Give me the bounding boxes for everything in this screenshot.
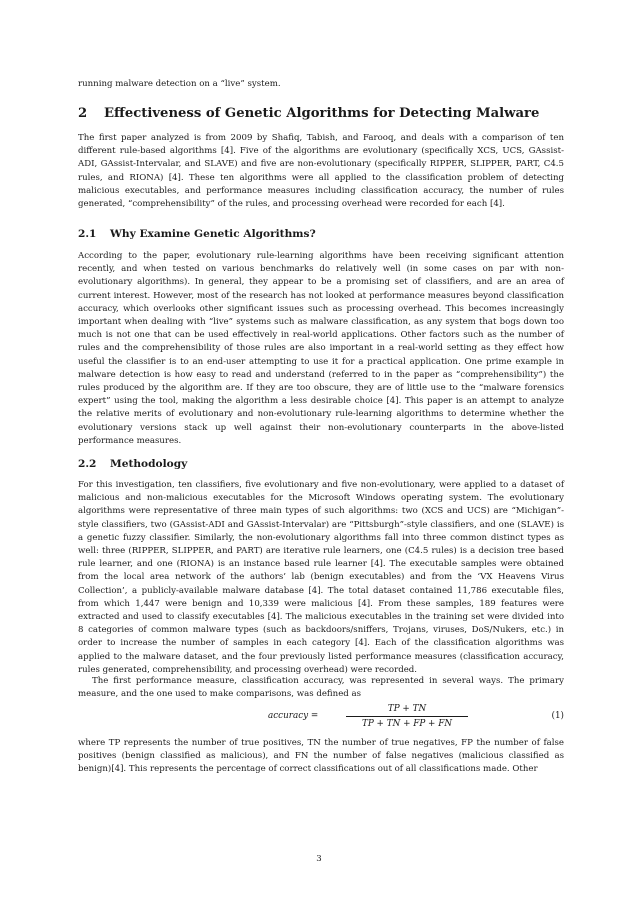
section-2-1-heading [78, 228, 564, 240]
section-number: 2.2 [78, 458, 97, 470]
fraction-bar [346, 716, 468, 717]
section-number: 2 [78, 106, 88, 121]
methodology-paragraph-1: For this investigation, ten classifiers, five evolutionary and five non-evolutionary, were applied to a dataset of malicious and non-malicious executables for the Microsoft Windows operating system. The evolutionary algorithms were representative of three main types of such algorithms: two (XCS and UCS) are “Michigan”-style classifiers, two (GAssist-ADI and GAssist-Intervalar) are “Pittsburgh”-style classifiers, and one (SLAVE) is a genetic fuzzy classifier. Similarly, the non-evolutionary algorithms fall into three common distinct types as well: three (RIPPER, SLIPPER, and PART) are iterative rule learners, one (C4.5 rules) is a decision tree based rule learner, and one (RIONA) is an instance based rule learner [4]. The executable samples were obtained from the local area network of the authors’ lab (benign executables) and from the ‘VX Heavens Virus Collection’, a publicly-available malware database [4]. The total dataset contained 11,786 executable files, from which 1,447 were benign and 10,339 were malicious [4]. From these samples, 189 features were extracted and used to classify executables [4]. The malicious executables in the training set were divided into 8 categories of common malware types (such as backdoors/sniffers, Trojans, viruses, DoS/Nukers, etc.) in order to increase the number of samples in each category [4]. Each of the classification algorithms was applied to the malware dataset, and the four previously listed performance measures (classification accuracy, rules generated, comprehensibility, and processing overhead) were recorded. [78, 480, 564, 675]
section-title: Methodology [110, 458, 188, 470]
section-2-paragraph: The first paper analyzed is from 2009 by Shafiq, Tabish, and Farooq, and deals with a comparison of ten different rule-based algorithms [4]. Five of the algorithms are evolutionary (specifically XCS, UCS, GAssist-ADI, GAssist-Intervalar, and SLAVE) and five are non-evolutionary (specifically RIPPER, SLIPPER, PART, C4.5 rules, and RIONA) [4]. These ten algorithms were all applied to the classification problem of detecting malicious executables, and performance measures including classification accuracy, the number of rules generated, “comprehensibility” of the rules, and processing overhead were recorded for each [4]. [78, 133, 564, 210]
methodology-paragraph-2: The first performance measure, classification accuracy, was represented in several ways. The primary measure, and the one used to make comparisons, was defined as [78, 676, 564, 700]
methodology-paragraph-3: where TP represents the number of true positives, TN the number of true negatives, FP the number of false positives (benign classified as malicious), and FN the number of false negatives (malicious classified as benign)[4]. This represents the percentage of correct classifications out of all classifications made. Other [78, 738, 564, 775]
accuracy-equation [78, 703, 564, 731]
equation-lhs: accuracy = [268, 711, 319, 721]
section-2-1-paragraph: According to the paper, evolutionary rule-learning algorithms have been receiving significant attention recently, and when tested on various benchmarks do relatively well (in some cases on par with non-evolutionary algorithms). In general, they appear to be a promising set of classifiers, and are an area of current interest. However, most of the research has not looked at performance measures beyond classification accuracy, which overlooks other significant issues such as processing overhead. This becomes increasingly important when dealing with “live” systems such as malware classification, as any system that bogs down too much is not one that can be used effectively in real-world applications. Other factors such as the number of rules and the comprehensibility of those rules are also important in a real-world setting as they effect how useful the classifier is to an end-user attempting to use it for a practical application. One prime example in malware detection is how easy to read and understand (referred to in the paper as “comprehensibility”) the rules produced by the algorithm are. If they are too obscure, they are of little use to the “malware forensics expert” using the tool, making the algorithm a less desirable choice [4]. This paper is an attempt to analyze the relative merits of evolutionary and non-evolutionary rule-learning algorithms to determine whether the evolutionary versions stack up well against their non-evolutionary counterparts in the above-listed performance measures. [78, 251, 564, 446]
equation-fraction [346, 703, 468, 730]
equation-numerator: TP + TN [387, 704, 427, 714]
equation-number: (1) [551, 711, 564, 721]
equation-denominator: TP + TN + FP + FN [361, 719, 453, 729]
section-2-heading [78, 106, 564, 121]
section-title: Effectiveness of Genetic Algorithms for Detecting Malware [104, 106, 540, 121]
section-number: 2.1 [78, 228, 97, 240]
section-2-2-heading [78, 458, 564, 470]
continued-text: running malware detection on a “live” system. [78, 79, 281, 89]
section-title: Why Examine Genetic Algorithms? [110, 228, 316, 240]
page-number: 3 [316, 854, 322, 864]
